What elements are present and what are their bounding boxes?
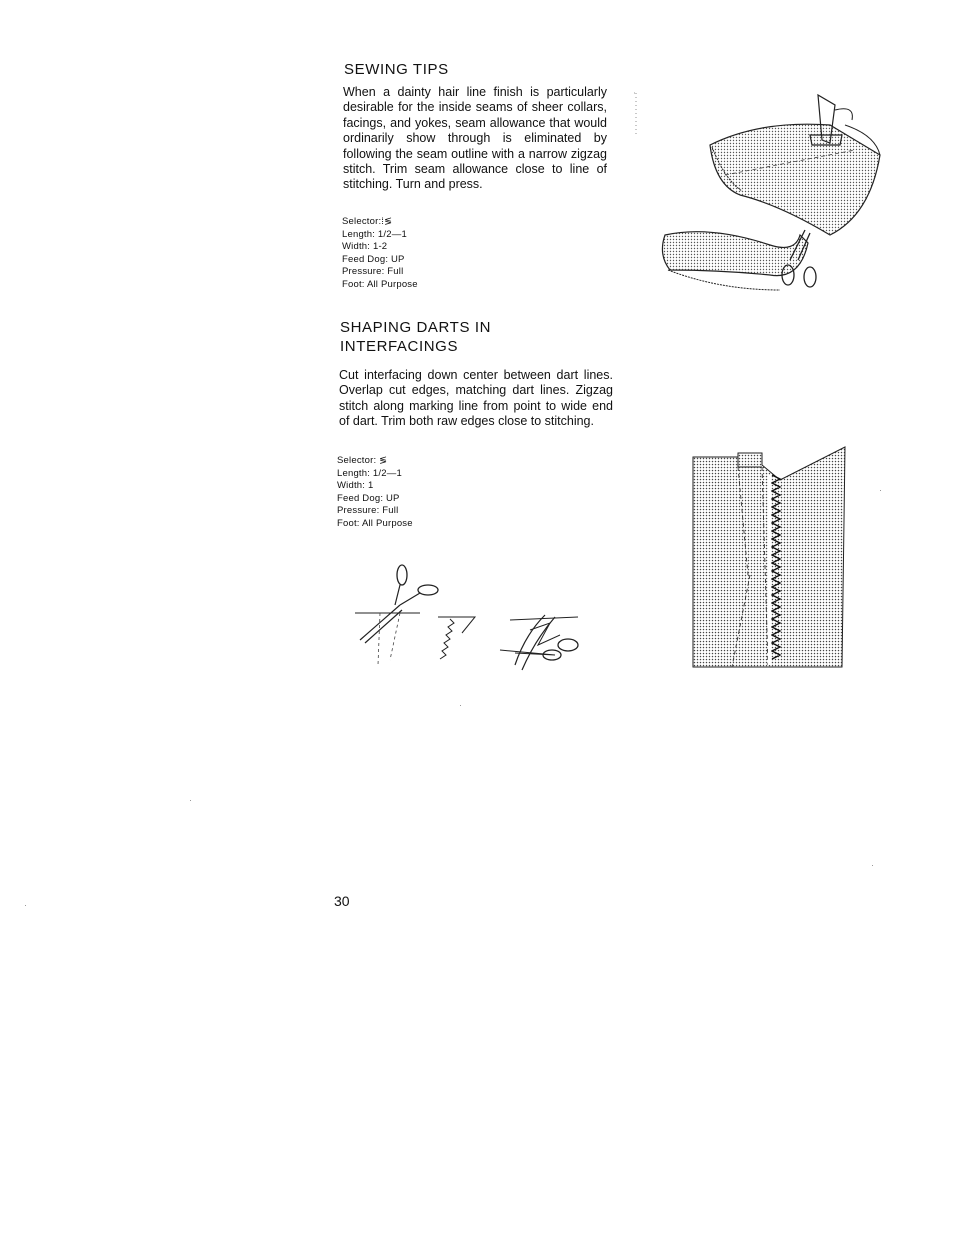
shaping-darts-heading-line1: SHAPING DARTS IN — [340, 319, 492, 336]
shaping-darts-paragraph: Cut interfacing down center between dart lines. Overlap cut edges, matching dart lines. Zigzag stitch along marking line from point to wide end of dart. Trim both raw edges close to stitching. — [339, 368, 613, 429]
interfacing-dart-illustration — [690, 445, 850, 670]
setting-length: Length: 1/2—1 — [342, 228, 407, 240]
setting-length: Length: 1/2—1 — [337, 467, 402, 479]
setting-width: Width: 1 — [337, 480, 374, 492]
setting-feed-dog: Feed Dog: UP — [337, 492, 400, 504]
scan-speck — [460, 705, 461, 706]
setting-width: Width: 1-2 — [342, 241, 388, 253]
sewing-tips-settings — [342, 216, 418, 292]
scan-speck — [190, 800, 191, 801]
setting-feed-dog: Feed Dog: UP — [342, 253, 405, 265]
shaping-darts-settings — [337, 455, 413, 531]
sewing-tips-heading: SEWING TIPS — [344, 61, 449, 78]
page-number: 30 — [334, 893, 350, 909]
scan-speck — [872, 865, 873, 866]
collar-zigzag-illustration — [630, 85, 890, 310]
setting-selector: Selector: ≶ — [337, 455, 388, 466]
dart-cutting-illustration — [350, 555, 590, 690]
setting-foot: Foot: All Purpose — [337, 517, 413, 529]
setting-pressure: Pressure: Full — [337, 505, 399, 517]
setting-foot: Foot: All Purpose — [342, 278, 418, 290]
scan-speck — [25, 905, 26, 906]
shaping-darts-heading-line2: INTERFACINGS — [340, 338, 459, 355]
setting-selector: Selector:⁞≶ — [342, 216, 393, 227]
sewing-tips-paragraph: When a dainty hair line finish is particularly desirable for the inside seams of sheer collars, facings, and yokes, seam allowance that would ordinarily show through is eliminated by following the seam outline with a narrow zigzag stitch. Trim seam allowance close to line of stitching. Turn and press. — [343, 85, 607, 192]
scan-speck — [880, 490, 881, 491]
setting-pressure: Pressure: Full — [342, 266, 404, 278]
